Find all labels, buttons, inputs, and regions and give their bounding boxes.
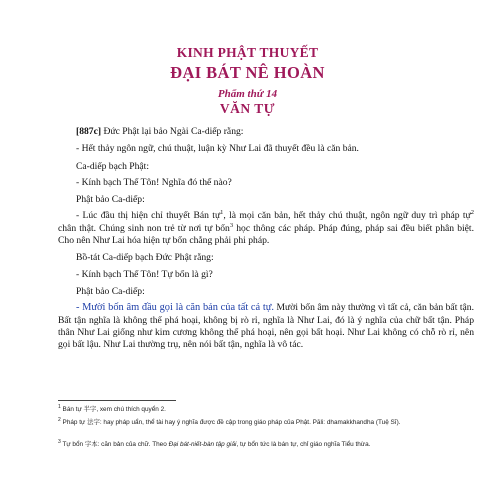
footnote-2-number: 2: [58, 416, 61, 423]
page-reference: [887c]: [76, 126, 102, 137]
footnote-2-text: Pháp tự 法字: hay pháp uẩn, thể tài hay ý nghĩa được đề cập trong giáo pháp của Phật. Pāli: dhamakkhandha (Tuệ Sĩ).: [60, 419, 401, 426]
footnote-2: [58, 416, 478, 428]
sutra-name: ĐẠI BÁT NÊ HOÀN: [170, 63, 325, 82]
paragraph-10: [58, 302, 474, 351]
footnote-1-number: 1: [58, 403, 61, 410]
footnote-ref-2[interactable]: 2: [470, 209, 474, 217]
paragraph-3: Ca-diếp bạch Phật:: [76, 160, 149, 172]
paragraph-6-part-b: , là mọi căn bản, hết thảy chú thuật, ngôn ngữ duy trì pháp tự: [223, 210, 471, 222]
footnote-ref-1[interactable]: 1: [220, 209, 224, 217]
footnote-1-text: Bán tự 半字, xem chú thích quyển 2.: [60, 406, 166, 413]
paragraph-6-part-c: chân thật. Chúng sinh non trẻ từ nơi tự bổn: [58, 222, 230, 234]
paragraph-9: Phật bảo Ca-diếp:: [76, 285, 145, 297]
paragraph-6-part-d: học thông các pháp. Pháp đúng, pháp sai đều biết phân biệt. Cho nên Như Lai hóa hiện tự bổn chẳng phải phi pháp.: [58, 222, 474, 247]
paragraph-1: [58, 126, 474, 138]
footnote-3-text-a: Tự bổn 字本: căn bản của chữ. Theo: [60, 441, 169, 448]
paragraph-6-part-a: - Lúc đầu thị hiện chỉ thuyết Bán tự: [76, 210, 221, 222]
paragraph-6: [58, 210, 474, 247]
paragraph-8: - Kính bạch Thế Tôn! Tự bổn là gì?: [76, 268, 213, 280]
footnote-ref-3[interactable]: 3: [229, 221, 234, 229]
footnote-1: [58, 403, 478, 415]
footnote-3: [58, 438, 478, 450]
paragraph-5: Phật bảo Ca-diếp:: [76, 194, 145, 206]
sutra-title: KINH PHẬT THUYẾT: [176, 45, 319, 60]
footnote-3-book-title: Đại bát-niết-bàn tập giải: [168, 441, 237, 448]
paragraph-1-text: Đức Phật lại bảo Ngài Ca-diếp rằng:: [101, 126, 244, 137]
footnote-3-text-b: , tự bổn tức là bán tự, chỉ giáo nghĩa Tiểu thừa.: [236, 441, 371, 448]
paragraph-4: - Kính bạch Thế Tôn! Nghĩa đó thế nào?: [76, 176, 232, 188]
highlighted-sentence: - Mười bốn âm đầu gọi là căn bản của tất cả tự.: [76, 302, 274, 314]
paragraph-7: Bồ-tát Ca-diếp bạch Đức Phật rằng:: [76, 252, 214, 264]
paragraph-10-text: Mười bốn âm này thường vì tất cả, căn bản bất tận. Bất tận nghĩa là không thể phá hoại, không bị rò rỉ, nghĩa là Như Lai, đó là ý nghĩa của chữ bất tận. Pháp thân Như Lai giống như kim cương không thể phá hoại, nên gọi bất hoại. Như Lai không có chỗ rò rỉ, nên gọi bất lậu. Như Lai thường trụ, nên nói bất tận, nghĩa là vô tác.: [58, 302, 474, 351]
chapter-title: VĂN TỰ: [219, 101, 276, 116]
paragraph-2: - Hết thảy ngôn ngữ, chú thuật, luận kỳ Như Lai đã thuyết đều là căn bản.: [76, 143, 359, 155]
footnote-divider: [58, 400, 176, 401]
chapter-number: Phẩm thứ 14: [217, 88, 278, 100]
body-text: [58, 126, 474, 356]
footnote-3-number: 3: [58, 438, 61, 445]
